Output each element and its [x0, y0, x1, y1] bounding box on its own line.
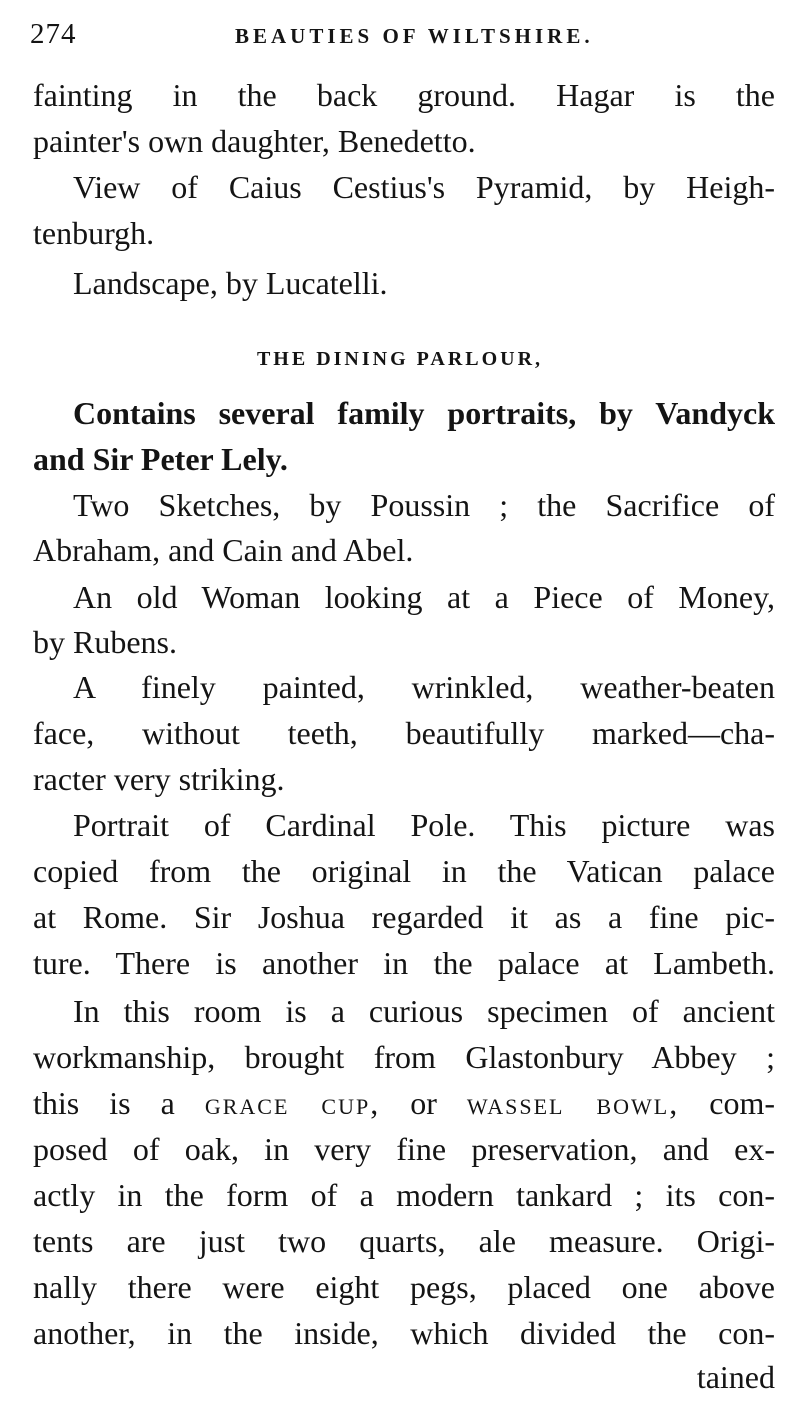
term-wassel-bowl: wassel bowl,: [466, 1085, 680, 1121]
text-line: at Rome. Sir Joshua regarded it as a fine pic-: [33, 899, 775, 935]
text-line: and Sir Peter Lely.: [33, 441, 288, 477]
text-line: tenburgh.: [33, 215, 155, 251]
text-fragment: com-: [679, 1085, 775, 1121]
text-line: workmanship, brought from Glastonbury Abbey ;: [33, 1039, 775, 1075]
catchword: tained: [696, 1359, 775, 1395]
text-line: copied from the original in the Vatican palace: [33, 853, 775, 889]
text-line: Landscape, by Lucatelli.: [73, 265, 388, 301]
text-line: another, in the inside, which divided the con-: [33, 1315, 775, 1351]
page-number: 274: [30, 18, 77, 50]
text-fragment: this is a: [33, 1085, 205, 1121]
text-line: nally there were eight pegs, placed one above: [33, 1269, 775, 1305]
text-line: tents are just two quarts, ale measure. Origi-: [33, 1223, 775, 1259]
text-line: Two Sketches, by Poussin ; the Sacrifice of: [73, 487, 775, 523]
text-line: [33, 1083, 775, 1123]
text-line: fainting in the back ground. Hagar is the: [33, 77, 775, 113]
running-title: BEAUTIES OF WILTSHIRE.: [235, 24, 594, 48]
text-line: by Rubens.: [33, 624, 177, 660]
text-line: A finely painted, wrinkled, weather-beaten: [73, 669, 775, 705]
text-line: face, without teeth, beautifully marked—cha-: [33, 715, 775, 751]
text-line: painter's own daughter, Benedetto.: [33, 123, 476, 159]
text-line: ture. There is another in the palace at Lambeth.: [33, 945, 775, 981]
text-fragment: or: [380, 1085, 467, 1121]
term-grace-cup: grace cup,: [204, 1085, 381, 1121]
text-line: In this room is a curious specimen of ancient: [73, 993, 775, 1029]
text-line: View of Caius Cestius's Pyramid, by Heigh-: [73, 169, 775, 205]
text-line: racter very striking.: [33, 761, 285, 797]
section-heading: THE DINING PARLOUR,: [256, 348, 544, 370]
text-line: Contains several family portraits, by Vandyck: [73, 395, 775, 431]
page-header: [30, 14, 780, 56]
text-line: Abraham, and Cain and Abel.: [33, 532, 414, 568]
text-line: posed of oak, in very fine preservation, and ex-: [33, 1131, 775, 1167]
text-line: Portrait of Cardinal Pole. This picture was: [73, 807, 775, 843]
text-line: An old Woman looking at a Piece of Money,: [73, 579, 775, 615]
text-line: actly in the form of a modern tankard ; its con-: [33, 1177, 775, 1213]
